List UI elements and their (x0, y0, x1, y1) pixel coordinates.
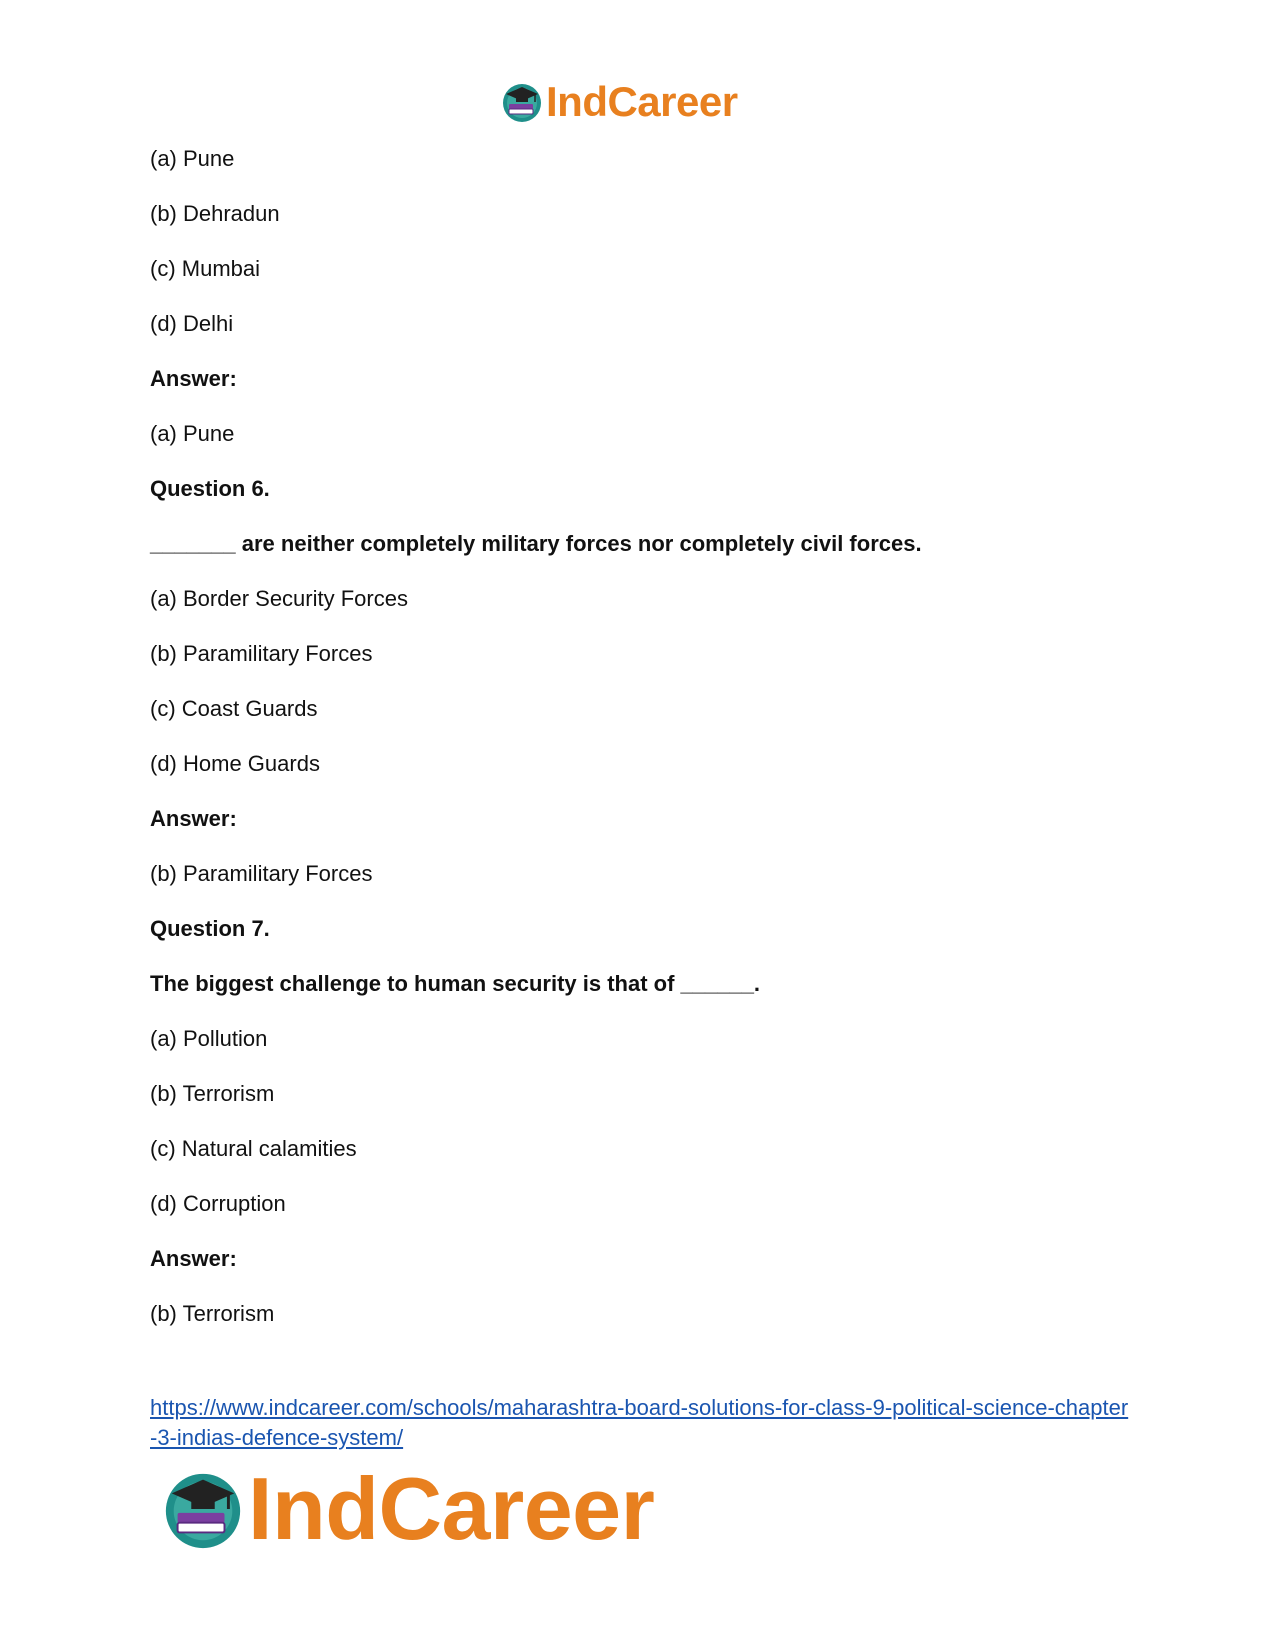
option-line: (c) Mumbai (150, 256, 261, 281)
option-line: (a) Pune (150, 421, 235, 446)
question-text: The biggest challenge to human security is that of ______. (150, 971, 761, 996)
header-logo-text: IndCareer (546, 78, 738, 125)
option-line: (d) Corruption (150, 1191, 286, 1216)
option-line: (a) Border Security Forces (150, 586, 408, 611)
footer-logo (160, 1459, 655, 1558)
answer-label: Answer: (150, 806, 237, 831)
header-logo (500, 78, 738, 126)
answer-label: Answer: (150, 1246, 237, 1271)
option-line: (d) Delhi (150, 311, 234, 336)
option-line: (b) Paramilitary Forces (150, 861, 373, 886)
option-line: (b) Paramilitary Forces (150, 641, 373, 666)
question-number: Question 7. (150, 916, 270, 941)
question-number: Question 6. (150, 476, 270, 501)
option-line: (b) Dehradun (150, 201, 280, 226)
graduation-cap-books-globe-icon (160, 1466, 246, 1552)
graduation-cap-books-globe-icon (500, 80, 544, 124)
answer-label: Answer: (150, 366, 237, 391)
document-body (150, 146, 1150, 1356)
option-line: (a) Pune (150, 146, 235, 171)
option-line: (b) Terrorism (150, 1301, 275, 1326)
source-link[interactable]: https://www.indcareer.com/schools/maharashtra-board-solutions-for-class-9-political-science-chapter-3-indias-defence-system/ (150, 1395, 1129, 1450)
option-line: (b) Terrorism (150, 1081, 275, 1106)
option-line: (a) Pollution (150, 1026, 268, 1051)
footer-logo-text: IndCareer (248, 1459, 655, 1558)
option-line: (c) Natural calamities (150, 1136, 357, 1161)
option-line: (c) Coast Guards (150, 696, 318, 721)
question-text: _______ are neither completely military forces nor completely civil forces. (150, 531, 922, 556)
option-line: (d) Home Guards (150, 751, 320, 776)
